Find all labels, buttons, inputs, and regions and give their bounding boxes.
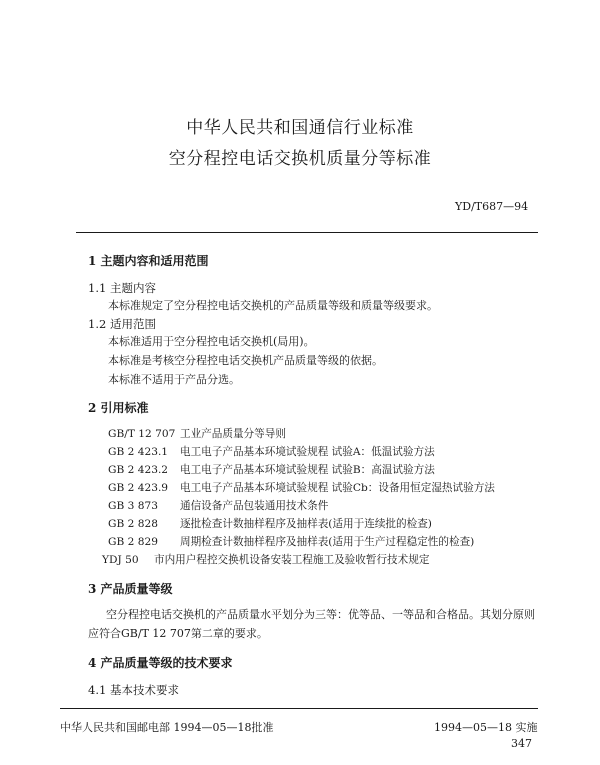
effective-date: 1994—05—18 实施 — [434, 721, 538, 734]
reference-title: 逐批检查计数抽样程序及抽样表(适用于连续批的检查) — [180, 518, 432, 530]
reference-item — [108, 444, 435, 459]
reference-code: GB 2 829 — [108, 536, 158, 548]
reference-item — [102, 552, 429, 567]
reference-item — [108, 516, 432, 531]
reference-code: GB 2 423.1 — [108, 446, 169, 458]
reference-code: YDJ 50 — [102, 554, 139, 566]
section-1-2-paragraph-2: 本标准是考核空分程控电话交换机产品质量等级的依据。 — [108, 354, 383, 367]
reference-title: 通信设备产品包装通用技术条件 — [180, 500, 329, 512]
section-3-heading: 3 产品质量等级 — [88, 582, 173, 596]
section-1-1-heading: 1.1 主题内容 — [88, 281, 156, 295]
reference-title: 电工电子产品基本环境试验规程 试验B：高温试验方法 — [180, 464, 435, 476]
document-title: 空分程控电话交换机质量分等标准 — [168, 149, 432, 169]
section-1-2-paragraph-3: 本标准不适用于产品分选。 — [108, 373, 240, 386]
reference-item — [108, 480, 495, 495]
standard-code: YD/T687—94 — [455, 200, 529, 213]
reference-title: 电工电子产品基本环境试验规程 试验Cb：设备用恒定湿热试验方法 — [180, 482, 495, 494]
section-3-paragraph-line-2: 应符合GB/T 12 707第二章的要求。 — [88, 627, 268, 640]
section-1-2-heading: 1.2 适用范围 — [88, 317, 156, 331]
footer-rule — [60, 708, 538, 709]
section-1-heading: 1 主题内容和适用范围 — [88, 254, 209, 268]
reference-title: 市内用户程控交换机设备安装工程施工及验收暂行技术规定 — [154, 554, 430, 566]
reference-item — [108, 426, 286, 441]
reference-item — [108, 498, 328, 513]
section-1-2-paragraph-1: 本标准适用于空分程控电话交换机(局用)。 — [108, 335, 315, 348]
header-rule — [76, 232, 538, 233]
section-1-1-paragraph: 本标准规定了空分程控电话交换机的产品质量等级和质量等级要求。 — [108, 299, 438, 312]
approval-line: 中华人民共和国邮电部 1994—05—18批准 — [60, 721, 274, 734]
reference-code: GB 2 423.2 — [108, 464, 169, 476]
reference-title: 工业产品质量分等导则 — [180, 428, 286, 440]
section-4-heading: 4 产品质量等级的技术要求 — [88, 656, 233, 670]
section-2-heading: 2 引用标准 — [88, 401, 149, 415]
section-4-1-heading: 4.1 基本技术要求 — [88, 683, 179, 697]
reference-code: GB/T 12 707 — [108, 428, 176, 440]
page-number: 347 — [511, 737, 532, 750]
reference-item — [108, 534, 474, 549]
standard-category-title: 中华人民共和国通信行业标准 — [186, 118, 414, 138]
reference-code: GB 2 828 — [108, 518, 158, 530]
section-3-paragraph-line-1: 空分程控电话交换机的产品质量水平划分为三等：优等品、一等品和合格品。其划分原则 — [106, 608, 535, 621]
reference-item — [108, 462, 435, 477]
reference-code: GB 3 873 — [108, 500, 158, 512]
reference-title: 周期检查计数抽样程序及抽样表(适用于生产过程稳定性的检查) — [180, 536, 475, 548]
reference-title: 电工电子产品基本环境试验规程 试验A：低温试验方法 — [180, 446, 435, 458]
reference-code: GB 2 423.9 — [108, 482, 169, 494]
